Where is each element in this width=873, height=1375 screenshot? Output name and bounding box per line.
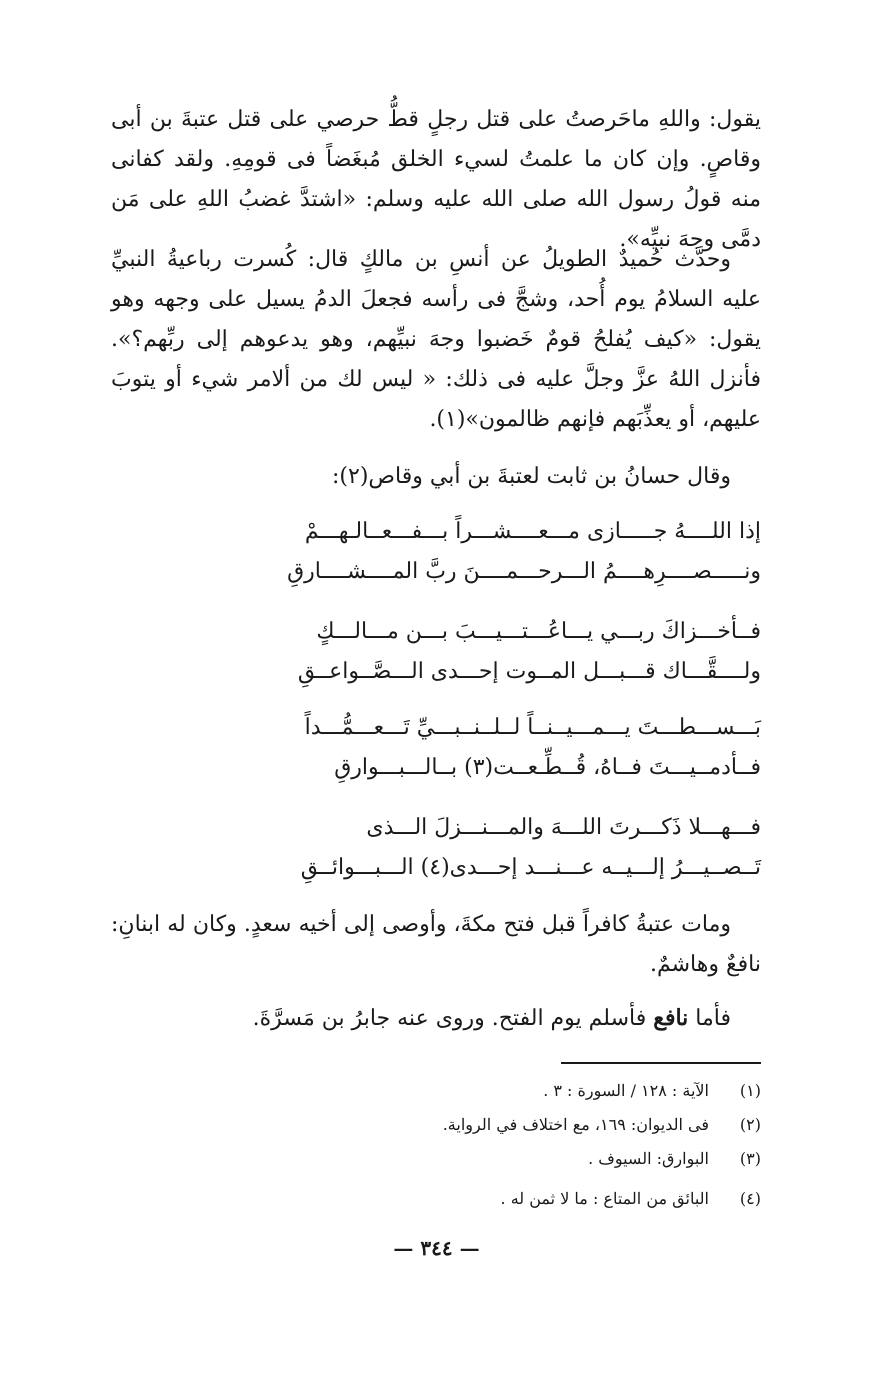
verse-first-hemistich: فـــهـــلا ذَكـــرتَ اللـــهَ والمـــنـــزلَ الـــذى bbox=[366, 815, 761, 840]
verse-first-hemistich: فــأخـــزاكَ ربـــي يـــاعُـــتـــيـــبَ بـــن مـــالـــكٍ bbox=[316, 619, 761, 644]
poem-verse bbox=[111, 808, 761, 888]
footnote-number: (٣) bbox=[739, 1149, 761, 1168]
footnote-text: الآية : ١٢٨ / السورة : ٣ . bbox=[543, 1081, 709, 1100]
poem-verse bbox=[111, 512, 761, 592]
footnote-separator bbox=[561, 1062, 761, 1064]
verse-second-hemistich: ولــــقَّـــاك قـــبـــل المــوت إحـــدى الـــصَّــواعــقِ bbox=[297, 659, 761, 684]
footnote-text: البائق من المتاع : ما لا ثمن له . bbox=[500, 1189, 709, 1208]
footnotes bbox=[111, 1074, 761, 1216]
verse-second-hemistich: تَــصــيـــرُ إلـــيــه عـــنـــد إحـــدى(٤) الـــبـــوائــقِ bbox=[300, 855, 761, 880]
paragraph-nafi bbox=[111, 998, 761, 1039]
verse-first-hemistich: إذا اللــــهُ جـــــازى مـــعــــشـــراً بـــفـــعــالـهـــمْ bbox=[304, 519, 761, 544]
paragraph-nafi-rest: فأسلم يوم الفتح. وروى عنه جابرُ بن مَسرَّةَ. bbox=[252, 1006, 654, 1031]
footnote bbox=[111, 1142, 761, 1176]
footnote bbox=[111, 1074, 761, 1108]
verse-second-hemistich: ونـــــصــــرِهــــمُ الـــرحـــمــــنَ ربَّ المــــشــــارقِ bbox=[287, 559, 761, 584]
footnote bbox=[111, 1182, 761, 1216]
footnote-text: البوارق: السيوف . bbox=[588, 1149, 709, 1168]
footnote-number: (٤) bbox=[739, 1189, 761, 1208]
footnote bbox=[111, 1108, 761, 1142]
poem-verse bbox=[111, 708, 761, 788]
verse-first-hemistich: بَـــســـطـــتَ يـــمـــيــنــاً لــلــنــبـــيِّ تَـــعـــمُّـــداً bbox=[304, 715, 761, 740]
footnote-number: (٢) bbox=[739, 1115, 761, 1134]
footnote-text: فى الديوان: ١٦٩، مع اختلاف في الرواية. bbox=[442, 1115, 709, 1134]
paragraph-uhud-hadith: وحدَّث حُميدٌ الطويلُ عن أنسِ بن مالكٍ قال: كُسرت رباعيةُ النبيِّ عليه السلامُ يوم أُحد، وشجَّ فى رأسه فجعلَ الدمُ يسيل على وجهه وهو يقول: «كيف يُفلحُ قومٌ خَضبوا وجهَ نبيِّهم، وهو يدعوهم إلى ربِّهم؟». فأنزل اللهُ عزَّ وجلَّ عليه فى ذلك: « ليس لك من ألامر شيء أو يتوبَ عليهم، أو يعذِّبَهم فإنهم ظالمون»(١). bbox=[111, 247, 761, 432]
paragraph-utba-death: ومات عتبةُ كافراً قبل فتح مكةَ، وأوصى إلى أخيه سعدٍ. وكان له ابنانِ: نافعٌ وهاشمٌ. bbox=[111, 912, 761, 977]
paragraph-utba-hatred: يقول: واللهِ ماحَرصتُ على قتل رجلٍ قطُّ حرصي على قتل عتبةَ بن أبى وقاصٍ. وإن كان ما علمتُ لسيء الخلق مُبغَضاً فى قومِهِ. ولقد كفانى منه قولُ رسول الله صلى الله عليه وسلم: «اشتدَّ غضبُ اللهِ على مَن دمَّى وجهَ نبيِّه». bbox=[111, 107, 761, 252]
paragraph-hassan-intro: وقال حسانُ بن ثابت لعتبةَ بن أبي وقاص(٢): bbox=[332, 464, 731, 489]
page-number: — ٣٤٤ — bbox=[393, 1236, 480, 1260]
paragraph-nafi-lead: فأما bbox=[688, 1006, 731, 1031]
footnote-number: (١) bbox=[739, 1081, 761, 1100]
verse-second-hemistich: فــأدمــيـــتَ فــاهُ، قُــطِّـعــت(٣) بــالـــبـــوارقِ bbox=[334, 755, 761, 780]
name-nafi-bold: نافع bbox=[653, 1005, 689, 1031]
poem-verse bbox=[111, 612, 761, 692]
